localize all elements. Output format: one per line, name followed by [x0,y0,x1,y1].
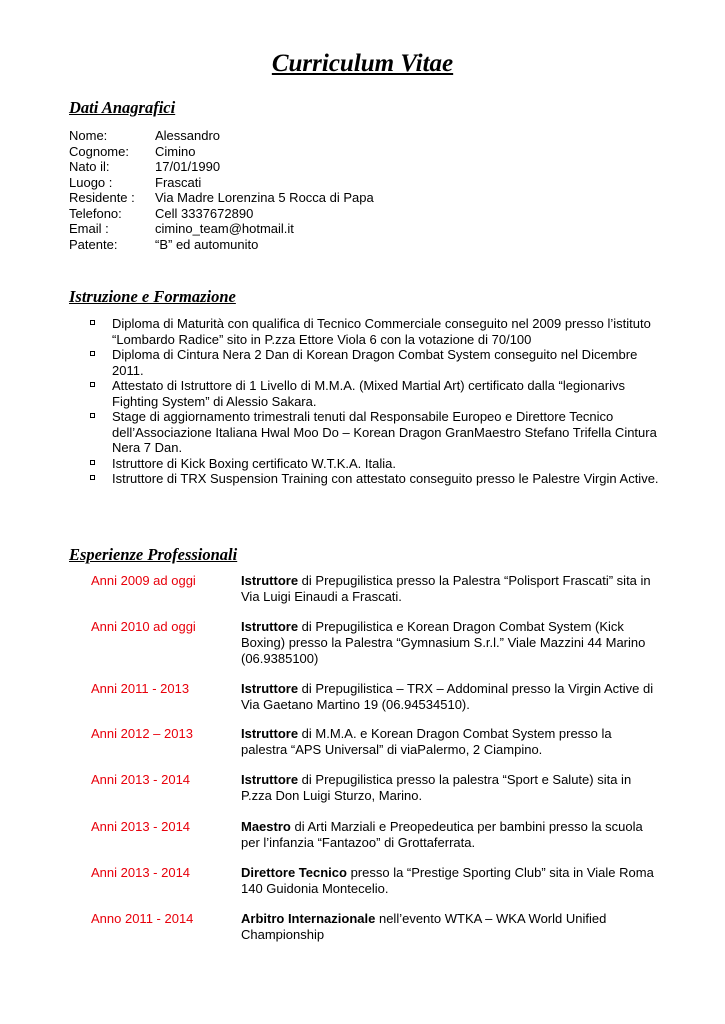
experience-text: di Arti Marziali e Preopedeutica per bambini presso la scuola per l’infanzia “Fantazoo” di Grottaferrata. [241,819,643,850]
experience-text: presso la “Prestige Sporting Club” sita in Viale Roma 140 Guidonia Montecelio. [241,865,654,896]
experience-period: Anni 2011 - 2013 [91,681,190,696]
experience-text: nell’evento WTKA – WKA World Unified Championship [241,911,607,942]
education-item-text: Diploma di Cintura Nera 2 Dan di Korean Dragon Combat System conseguito nel Dicembre 2011. [112,347,638,378]
experience-period: Anni 2009 ad oggi [91,573,196,588]
experience-role: Istruttore [241,573,299,588]
experience-description [241,619,661,667]
personal-label: Cognome: [69,143,129,159]
personal-label: Patente: [69,236,118,252]
experience-role: Maestro [241,819,291,834]
education-item-text: Stage di aggiornamento trimestrali tenuti dal Responsabile Europeo e Direttore Tecnico dell’Associazione Italiana Hwal Moo Do – Korean Dragon GranMaestro Stefano Trifella Cintura Nera 7 Dan. [112,409,657,455]
experience-period: Anni 2013 - 2014 [91,819,191,834]
checkbox-bullet-icon [90,413,95,418]
personal-value: “B” ed automunito [155,236,259,252]
personal-label: Nato il: [69,159,110,174]
experience-heading: Esperienze Professionali [69,545,238,564]
experience-role: Istruttore [241,681,299,696]
checkbox-bullet-icon [90,475,95,480]
checkbox-bullet-icon [90,460,95,465]
experience-period: Anni 2013 - 2014 [91,772,191,787]
personal-row [69,144,374,160]
personal-label: Luogo : [69,174,113,190]
personal-row [69,221,374,237]
experience-text: di Prepugilistica presso la palestra “Sport e Salute) sita in P.zza Don Luigi Sturzo, Marino. [241,772,632,803]
page-title: Curriculum Vitae [271,50,454,77]
personal-value: Alessandro [155,128,221,143]
education-item-text: Attestato di Istruttore di 1 Livello di M.M.A. (Mixed Martial Art) certificato dalla “legionarivs Fighting System” di Alessio Sakara. [112,378,625,409]
list-item [88,378,668,409]
education-list [88,316,668,487]
experience-description [241,865,661,897]
list-item [88,316,668,347]
personal-value: Via Madre Lorenzina 5 Rocca di Papa [155,190,374,205]
experience-text: di Prepugilistica e Korean Dragon Combat System (Kick Boxing) presso la Palestra “Gymnasium S.r.l.” Viale Mazzini 44 Marino (06.9385100) [241,619,646,666]
checkbox-bullet-icon [90,351,95,356]
personal-value: 17/01/1990 [155,159,221,174]
experience-role: Direttore Tecnico [241,865,347,880]
personal-value: cimino_team@hotmail.it [155,221,294,236]
list-item [88,347,668,378]
experience-description [241,911,661,943]
experience-period: Anni 2013 - 2014 [91,865,191,880]
personal-label: Nome: [69,128,108,143]
experience-role: Istruttore [241,619,299,634]
education-item-text: Diploma di Maturità con qualifica di Tecnico Commerciale conseguito nel 2009 presso l’istituto “Lombardo Radice” sito in P.zza Ettore Viola 6 con la votazione di 70/100 [112,316,651,347]
experience-role: Arbitro Internazionale [241,911,376,926]
personal-row [69,206,374,222]
experience-description [241,681,661,713]
experience-role: Istruttore [241,772,299,787]
experience-description [241,726,661,758]
education-item-text: Istruttore di TRX Suspension Training con attestato conseguito presso le Palestre Virgin Active. [112,471,659,486]
experience-description [241,772,661,804]
personal-value: Cell 3337672890 [155,205,254,221]
experience-text: di Prepugilistica presso la Palestra “Polisport Frascati” sita in Via Luigi Einaudi a Frascati. [241,573,651,604]
list-item [88,456,668,472]
list-item [88,409,668,456]
personal-label: Residente : [69,190,135,205]
personal-info [69,128,374,252]
personal-heading: Dati Anagrafici [69,98,176,117]
checkbox-bullet-icon [90,320,95,325]
personal-row [69,159,374,175]
education-heading: Istruzione e Formazione [69,287,236,306]
personal-label: Telefono: [69,205,122,221]
personal-label: Email : [69,221,109,236]
education-item-text: Istruttore di Kick Boxing certificato W.T.K.A. Italia. [112,455,396,471]
experience-description [241,573,661,605]
experience-period: Anni 2012 – 2013 [91,726,193,741]
personal-value: Frascati [155,174,202,190]
list-item [88,471,668,487]
personal-value: Cimino [155,143,196,159]
experience-text: di M.M.A. e Korean Dragon Combat System presso la palestra “APS Universal” di viaPalermo, 2 Ciampino. [241,726,612,757]
personal-row [69,190,374,206]
personal-row [69,128,374,144]
experience-period: Anni 2010 ad oggi [91,619,196,634]
experience-text: di Prepugilistica – TRX – Addominal presso la Virgin Active di Via Gaetano Martino 19 (06.94534510). [241,681,654,712]
experience-role: Istruttore [241,726,299,741]
checkbox-bullet-icon [90,382,95,387]
personal-row [69,237,374,253]
personal-row [69,175,374,191]
experience-period: Anno 2011 - 2014 [91,911,194,926]
experience-description [241,819,661,851]
